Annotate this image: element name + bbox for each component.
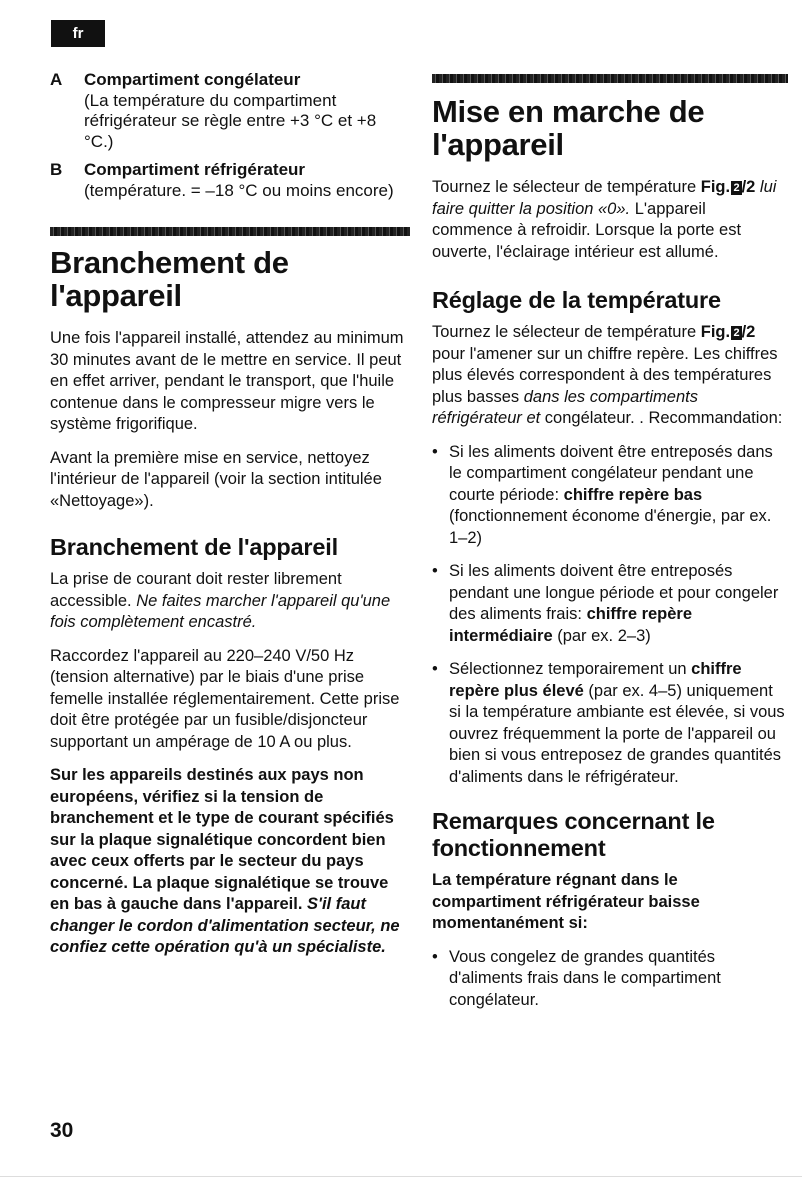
language-tag: fr bbox=[51, 20, 105, 47]
list-item: • Si les aliments doivent être entreposés dans le compartiment congélateur pendant une courte période: chiffre repère bas (fonctionnement économe d'énergie, par ex. 1–2) bbox=[432, 442, 788, 550]
section-title-mise-en-marche: Mise en marche de l'appareil bbox=[432, 94, 705, 162]
item-letter: B bbox=[50, 160, 63, 179]
list-item: • Si les aliments doivent être entreposés pendant une longue période et pour congeler des aliments frais: chiffre repère intermédiaire (par ex. 2–3) bbox=[432, 561, 788, 647]
item-title: Compartiment congélateur bbox=[84, 70, 301, 89]
paragraph: Tournez le sélecteur de température Fig. 2 /2 lui faire quitter la position «0». L'appareil commence à refroidir. Lorsque la porte est ouverte, l'éclairage intérieur est allumé. bbox=[432, 178, 777, 261]
item-desc: (La température du compartiment réfrigérateur se règle entre +3 °C et +8 °C.) bbox=[84, 90, 377, 151]
list-item: • Vous congelez de grandes quantités d'aliments frais dans le compartiment congélateur. bbox=[432, 947, 788, 1012]
paragraph: Une fois l'appareil installé, attendez au minimum 30 minutes avant de le mettre en service. Il peut en effet arriver, pendant le transport, que l'huile contenue dans le compresseur migre vers le système frigorifique. bbox=[50, 329, 404, 433]
section-title-remarques: Remarques concernant le fonctionnement bbox=[432, 808, 715, 861]
section-divider bbox=[432, 74, 788, 83]
section-title-branchement: Branchement de l'appareil bbox=[50, 245, 289, 313]
paragraph: Avant la première mise en service, nettoyez l'intérieur de l'appareil (voir la section intitulée «Nettoyage»). bbox=[50, 448, 382, 510]
left-column bbox=[50, 70, 410, 971]
figure-ref-icon: 2 bbox=[733, 327, 740, 339]
recommendation-list bbox=[432, 442, 788, 789]
item-title: Compartiment réfrigérateur bbox=[84, 160, 306, 179]
section-title-branchement-2: Branchement de l'appareil bbox=[50, 534, 338, 560]
item-desc: (température. = –18 °C ou moins encore) bbox=[84, 180, 394, 200]
page-edge-line bbox=[0, 1176, 802, 1177]
page-number: 30 bbox=[50, 1119, 74, 1142]
remarks-list bbox=[432, 947, 788, 1012]
item-letter: A bbox=[50, 70, 63, 89]
right-column bbox=[432, 74, 788, 1023]
compartment-list bbox=[50, 70, 410, 201]
section-title-reglage: Réglage de la température bbox=[432, 287, 721, 313]
paragraph: La température régnant dans le compartiment réfrigérateur baisse momentanément si: bbox=[432, 871, 700, 932]
list-item: • Sélectionnez temporairement un chiffre repère plus élevé (par ex. 4–5) uniquement si la température ambiante est élevée, si vous ouvrez fréquemment la porte de l'appareil ou bien si vous entreposez de grandes quantités d'aliments dans le réfrigérateur. bbox=[432, 659, 788, 788]
figure-ref-icon: 2 bbox=[733, 182, 740, 194]
paragraph: Tournez le sélecteur de température Fig. 2 /2 pour l'amener sur un chiffre repère. Les chiffres plus élevés correspondent à des températures plus basses dans les compartiments réfrigérateur et congélateur. . Recommandation: bbox=[432, 323, 783, 427]
section-divider bbox=[50, 227, 410, 236]
paragraph: Raccordez l'appareil au 220–240 V/50 Hz (tension alternative) par le biais d'une prise femelle installée réglementairement. Cette prise doit être protégée par un fusible/disjoncteur supportant un ampérage de 10 A ou plus. bbox=[50, 646, 400, 751]
warning-paragraph: Sur les appareils destinés aux pays non européens, vérifiez si la tension de branchement et le type de courant spécifiés sur la plaque signalétique concordent bien avec ceux offerts par le secteur du pays concerné. La plaque signalétique se trouve en bas à gauche dans l'appareil. S'il faut changer le cordon d'alimentation secteur, ne confiez cette opération qu'à un spécialiste. bbox=[50, 766, 400, 956]
list-item bbox=[50, 70, 410, 152]
list-item bbox=[50, 160, 410, 201]
paragraph: La prise de courant doit rester librement accessible. Ne faites marcher l'appareil qu'une fois complètement encastré. bbox=[50, 570, 391, 631]
